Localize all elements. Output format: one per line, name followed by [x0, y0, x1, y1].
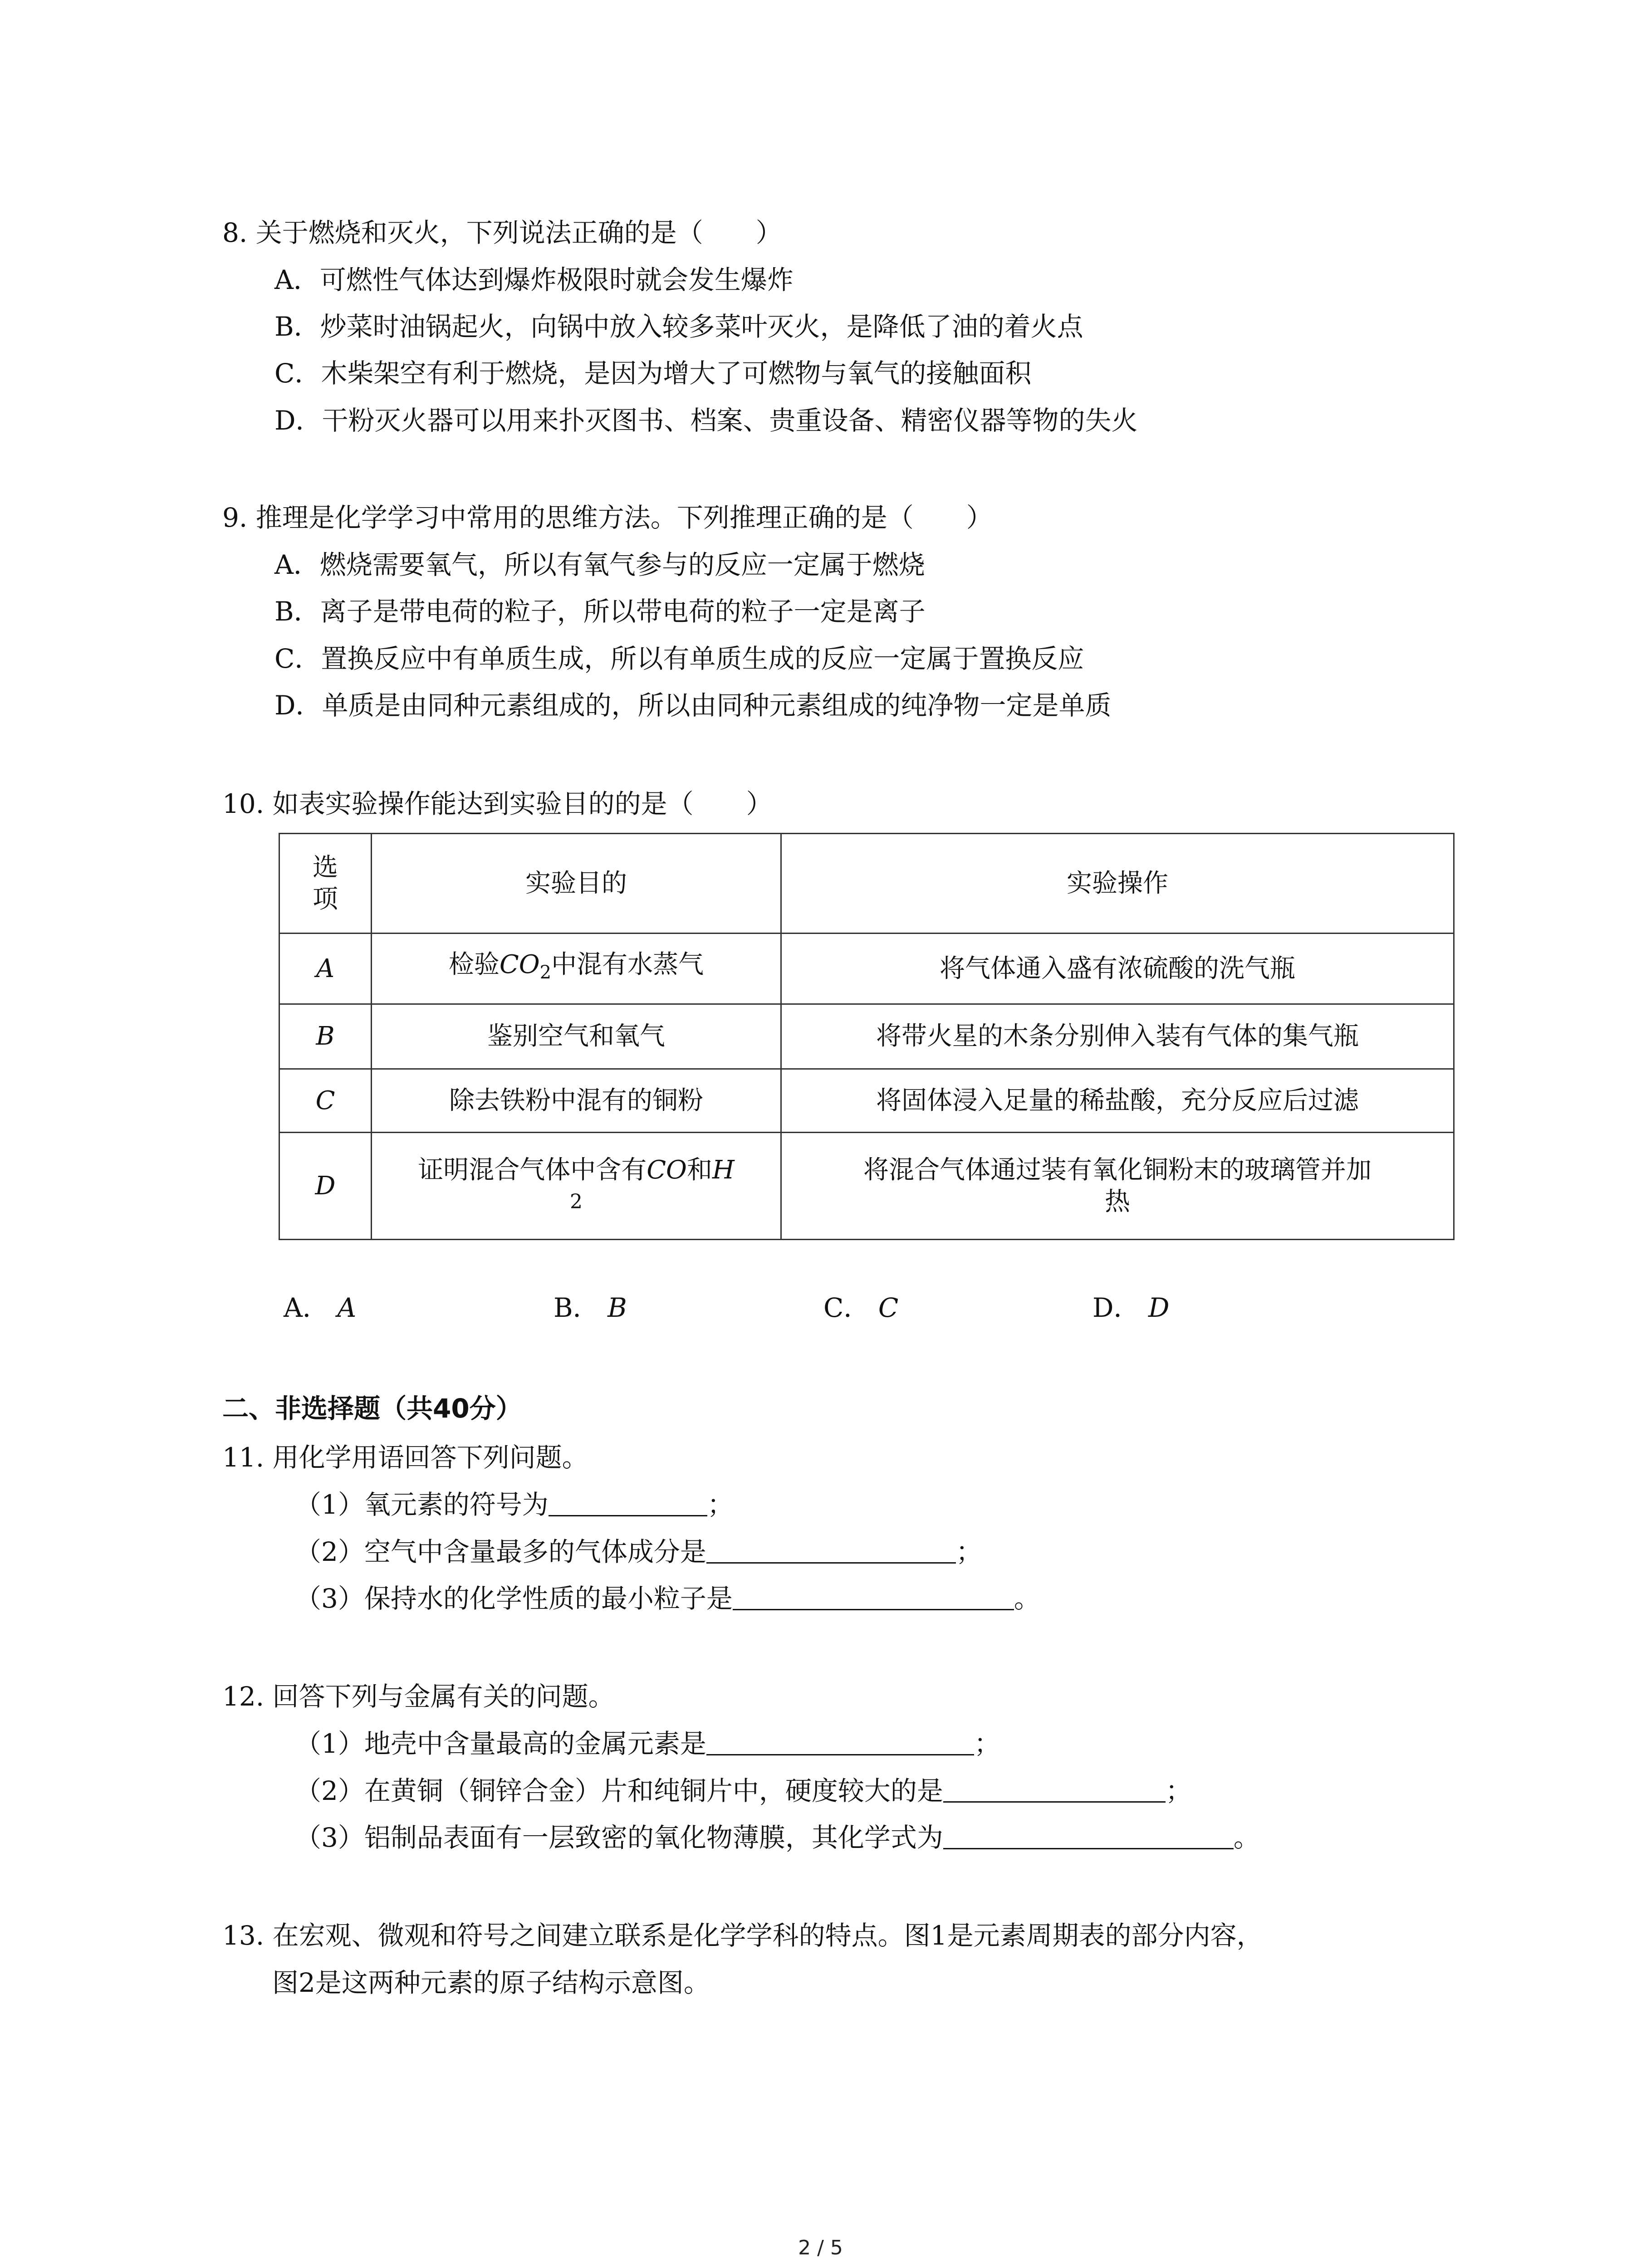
answer-option-c: C． C [823, 1292, 899, 1323]
answer-blank[interactable] [943, 1822, 1234, 1849]
row-b-option: B [279, 1004, 372, 1069]
row-c-option: C [279, 1069, 372, 1133]
q12-item-2: （2）在黄铜（铜锌合金）片和纯铜片中，硬度较大的是 ； [295, 1775, 1192, 1806]
header-purpose: 实验目的 [372, 834, 781, 934]
q12-stem: 12. 回答下列与金属有关的问题。 [222, 1681, 615, 1712]
q9-option-c: C．置换反应中有单质生成，所以有单质生成的反应一定属于置换反应 [274, 643, 1084, 674]
q13-line1: 13. 在宏观、微观和符号之间建立联系是化学学科的特点。图1是元素周期表的部分内容， [222, 1920, 1263, 1951]
row-b-purpose: 鉴别空气和氧气 [372, 1004, 781, 1069]
answer-option-b: B． B [554, 1292, 627, 1323]
q11-stem: 11. 用化学用语回答下列问题。 [222, 1442, 588, 1473]
header-option-line1: 选 [313, 852, 338, 882]
row-d-option: D [279, 1133, 372, 1240]
answer-option-d: D． D [1092, 1292, 1170, 1323]
q8-option-d: D．干粉灭火器可以用来扑灭图书、档案、贵重设备、精密仪器等物的失火 [274, 405, 1138, 436]
table-row [279, 934, 1454, 1004]
row-c-operation: 将固体浸入足量的稀盐酸，充分反应后过滤 [781, 1069, 1454, 1133]
table-header-row [279, 834, 1454, 934]
answer-blank[interactable] [706, 1536, 956, 1564]
header-option-line2: 项 [313, 884, 338, 914]
section-title: 二、非选择题（共40分） [222, 1393, 522, 1424]
row-a-option: A [279, 934, 372, 1004]
q11-item-2: （2）空气中含量最多的气体成分是 ； [295, 1536, 982, 1567]
answer-blank[interactable] [706, 1728, 974, 1755]
q9-stem: 9. 推理是化学学习中常用的思维方法。下列推理正确的是（ ） [222, 502, 993, 533]
answer-blank[interactable] [943, 1775, 1166, 1803]
table-row [279, 1133, 1454, 1240]
row-a-purpose: 检验$CO_2$中混有水蒸气 [372, 934, 781, 1004]
row-d-purpose: 证明混合气体中含有CO和H 2 [372, 1133, 781, 1240]
header-operation: 实验操作 [781, 834, 1454, 934]
answer-blank[interactable] [733, 1583, 1014, 1610]
q8-stem: 8. 关于燃烧和灭火，下列说法正确的是（ ） [222, 217, 782, 248]
row-d-operation: 将混合气体通过装有氧化铜粉末的玻璃管并加 热 [781, 1133, 1454, 1240]
q9-option-b: B．离子是带电荷的粒子，所以带电荷的粒子一定是离子 [274, 596, 926, 627]
q9-option-a: A．燃烧需要氧气，所以有氧气参与的反应一定属于燃烧 [274, 549, 925, 580]
row-b-operation: 将带火星的木条分别伸入装有气体的集气瓶 [781, 1004, 1454, 1069]
q11-item-1: （1）氧元素的符号为 ； [295, 1489, 734, 1520]
row-a-operation: 将气体通入盛有浓硫酸的洗气瓶 [781, 934, 1454, 1004]
q13-line2: 图2是这两种元素的原子结构示意图。 [272, 1967, 710, 1998]
header-option [279, 834, 372, 934]
page-number: 2 / 5 [798, 2236, 843, 2259]
q9-option-d: D．单质是由同种元素组成的，所以由同种元素组成的纯净物一定是单质 [274, 690, 1112, 721]
q11-item-3: （3）保持水的化学性质的最小粒子是 。 [295, 1583, 1040, 1614]
q8-option-c: C．木柴架空有利于燃烧，是因为增大了可燃物与氧气的接触面积 [274, 358, 1032, 389]
table-row [279, 1004, 1454, 1069]
q12-item-1: （1）地壳中含量最高的金属元素是 ； [295, 1728, 1000, 1759]
answer-blank[interactable] [549, 1489, 707, 1516]
answer-option-a: A． A [284, 1292, 357, 1323]
q8-option-a: A．可燃性气体达到爆炸极限时就会发生爆炸 [274, 264, 794, 295]
experiment-table [279, 833, 1455, 1240]
table-row [279, 1069, 1454, 1133]
q10-stem: 10. 如表实验操作能达到实验目的的是（ ） [222, 788, 773, 819]
q8-option-b: B．炒菜时油锅起火，向锅中放入较多菜叶灭火，是降低了油的着火点 [274, 311, 1083, 342]
q12-item-3: （3）铝制品表面有一层致密的氧化物薄膜，其化学式为 。 [295, 1822, 1260, 1853]
row-c-purpose: 除去铁粉中混有的铜粉 [372, 1069, 781, 1133]
